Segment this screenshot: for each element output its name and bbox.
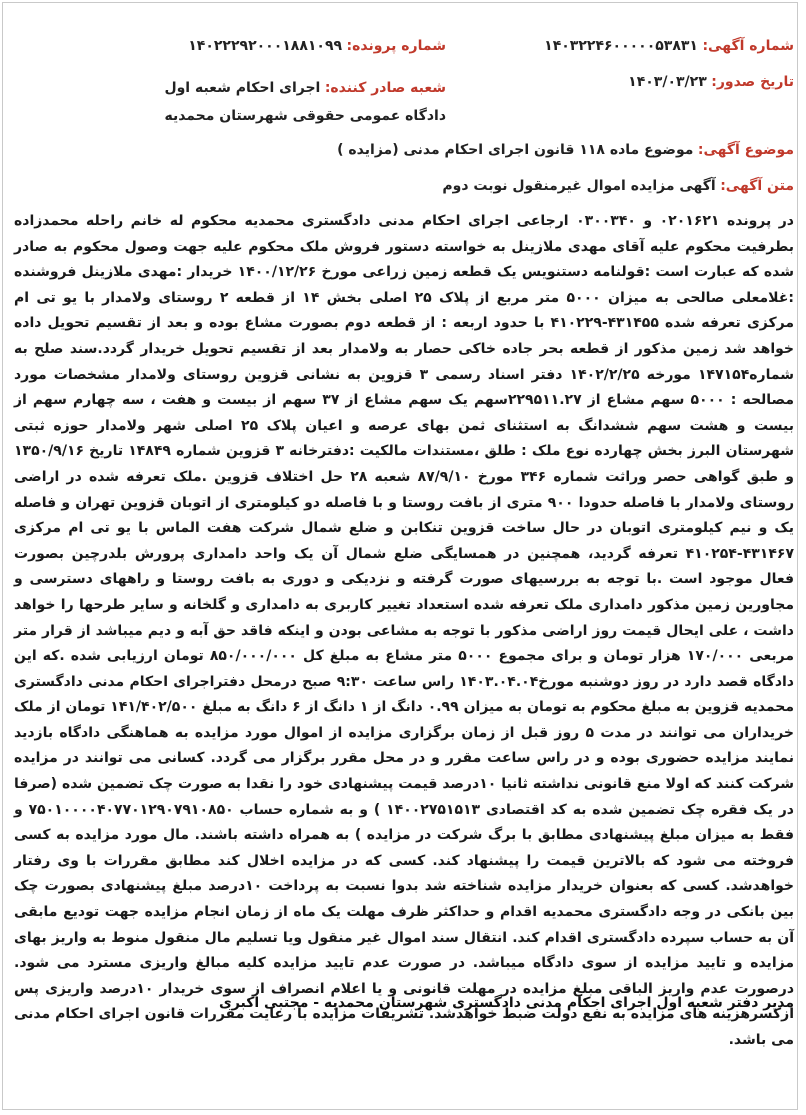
- ad-number-value: ۱۴۰۳۲۲۴۶۰۰۰۰۰۵۳۸۳۱: [544, 38, 698, 54]
- text-label: متن آگهی:: [720, 178, 794, 194]
- issue-date-row: [628, 74, 794, 90]
- case-number-value: ۱۴۰۲۲۲۹۲۰۰۰۱۸۸۱۰۹۹: [188, 38, 343, 54]
- subject-value: موضوع ماده ۱۱۸ قانون اجرای احکام مدنی (مزایده ): [337, 142, 694, 158]
- text-title: آگهی مزایده اموال غیرمنقول نوبت دوم: [442, 178, 716, 194]
- issue-date-label: تاریخ صدور:: [711, 74, 794, 90]
- issuer-value: اجرای احکام شعبه اول دادگاه عمومی حقوقی شهرستان محمدیه: [164, 80, 446, 124]
- ad-body-paragraph: در پرونده ۰۲۰۱۶۲۱ و ۰۳۰۰۳۴۰ ارجاعی اجرای احکام مدنی دادگستری محمدیه محکوم له خانم راحله محمدزاده بطرفیت محکوم علیه آقای مهدی ملازینل به خواسته دستور فروش ملک محکوم علیه جهت وصول محکوم به صادر شده که عبارت است :قولنامه دستنویس یک قطعه زمین زراعی مورخ ۱۴۰۰/۱۲/۲۶ خریدار :مهدی ملازینل فروشنده :غلامعلی صالحی به میزان ۵۰۰۰ متر مربع از پلاک ۲۵ اصلی بخش ۱۴ از قطعه ۲ روستای ولامدار با یو تی ام مرکزی تعرفه شده ۴۳۱۴۵۵-۴۱۰۲۲۹ با حدود اربعه : از قطعه دوم بصورت مشاع بوده و بعد از تقسیم تحویل داده خواهد شد زمین مذکور از قطعه بحر جاده خاکی حصار به ولامدار بعد از تقسیم تحویل خریدار گردد.سند صلح به شماره۱۴۷۱۵۴ مورخه ۱۴۰۲/۲/۲۵ دفتر اسناد رسمی ۳ قزوین به نشانی قزوین روستای ولامدار مشخصات مورد مصالحه : ۵۰۰۰ سهم مشاع از ۲۲۹۵۱۱.۲۷سهم یک سهم مشاع از ۳۷ سهم از بیست و هفت ، سه چهارم سهم از بیست و هشت سهم ششدانگ به استثنای ثمن بهای عرصه و اعیان پلاک ۲۵ اصلی شهر ولامدار حوزه ثبتی شهرستان البرز بخش چهارده نوع ملک : طلق ،مستندات مالکیت :دفترخانه ۳ قزوین شماره ۱۴۸۴۹ تاریخ ۱۳۵۰/۹/۱۶ و طبق گواهی حصر وراثت شماره ۳۴۶ مورخ ۸۷/۹/۱۰ شعبه ۲۸ حل اختلاف قزوین .ملک تعرفه شده در اراضی روستای ولامدار با فاصله حدودا ۹۰۰ متری از بافت روستا و با فاصله دو کیلومتری از اتوبان قزوین تهران و فاصله یک و نیم کیلومتری اتوبان در حال ساخت قزوین تنکابن و ضلع شمال شرکت هفت الماس با یو تی ام مرکزی ۴۳۱۴۶۷-۴۱۰۲۵۴ تعرفه گردید، همچنین در همسایگی ضلع شمال آن یک واحد دامداری پرورش بلدرچین بصورت فعال موجود است .با توجه به بررسیهای صورت گرفته و نزدیکی و دوری به بافت روستا و راههای دسترسی و مجاورین زمین مذکور دامداری ملک تعرفه شده استعداد تغییر کاربری به دامداری و گلخانه و سایر طرحها را خواهد داشت ، علی ایحال قیمت روز اراضی مذکور با توجه به مشاعی بودن و اینکه فاقد حق آبه و دیم میباشد از قرار متر مربعی ۱۷۰/۰۰۰ هزار تومان و برای مجموع ۵۰۰۰ متر مشاع به مبلغ کل ۸۵۰/۰۰۰/۰۰۰ تومان ارزیابی شده .که این دادگاه قصد دارد در روز دوشنبه مورخ۱۴۰۳.۰۴.۰۴ راس ساعت ۹:۳۰ صبح درمحل دفتراجرای احکام مدنی دادگستری محمدیه قزوین به مبلغ محکوم به تومان به میزان ۰.۹۹ دانگ از ۱ دانگ از ۶ دانگ به مبلغ ۱۴۱/۴۰۲/۵۰۰ تومان از ملک خریداران می توانند در مدت ۵ روز قبل از زمان برگزاری مزایده از اموال مورد مزایده به هماهنگی دادگاه بازدید نمایند مزایده حضوری بوده و در راس ساعت مقرر و در محل مقرر برگزار می گردد. کسانی می توانند در مزایده شرکت کنند که اولا منع قانونی نداشته ثانیا ۱۰درصد قیمت پیشنهادی خود را نقدا به صورت چک تضمین شده (صرفا در یک فقره چک تضمین شده به کد اقتصادی ۱۴۰۰۲۷۵۱۵۱۳ ) و به شماره حساب ۷۵۰۱۰۰۰۰۴۰۷۷۰۱۲۹۰۷۹۱۰۸۵۰ و فقط به میزان مبلغ پیشنهادی مطابق با برگ شرکت در مزایده ) به همراه داشته باشند. مال مورد مزایده به کسی فروخته می شود که بالاترین قیمت را پیشنهاد کند. کسی که در مزایده اخلال کند مطابق مقررات با وی رفتار خواهدشد. کسی که بعنوان خریدار مزایده شناخته شد بدوا نسبت به پرداخت ۱۰درصد مبلغ پیشنهادی بصورت چک بین بانکی در وجه دادگستری محمدیه اقدام و حداکثر ظرف مهلت یک ماه از زمان انجام مزایده جهت تودیع مابقی آن به حساب سپرده دادگستری اقدام کند. انتقال سند اموال غیر منقول ویا تسلیم مال منقول منوط به واریز بهای مزایده و تایید مزایده از سوی دادگاه میباشد. در صورت عدم تایید مزایده کلیه مبالغ واریزی مسترد می شود. درصورت عدم واریز الباقی مبلغ مزایده در مهلت قانونی و یا اعلام انصراف از سوی خریدار ۱۰درصد واریزی پس ازکسرهزینه های مزایده به نفع دولت ضبط خواهدشد. تشریفات مزایده با رعایت مقررات قانون اجرای احکام مدنی می باشد.: [14, 213, 795, 1048]
- ad-number-label: شماره آگهی:: [702, 38, 794, 54]
- issuer-label: شعبه صادر کننده:: [324, 80, 446, 96]
- text-title-row: [442, 178, 794, 194]
- case-number-row: [188, 38, 446, 54]
- subject-row: [337, 142, 794, 158]
- case-number-label: شماره پرونده:: [346, 38, 446, 54]
- issue-date-value: ۱۴۰۳/۰۳/۲۳: [628, 74, 707, 90]
- ad-body: [14, 209, 794, 1054]
- signature-line: مدیر دفتر شعبه اول اجرای احکام مدنی دادگستری شهرستان محمدیه - مجتبی اکبری: [218, 995, 794, 1011]
- issuer-row: [146, 74, 446, 130]
- subject-label: موضوع آگهی:: [697, 142, 794, 158]
- ad-number-row: [544, 38, 794, 54]
